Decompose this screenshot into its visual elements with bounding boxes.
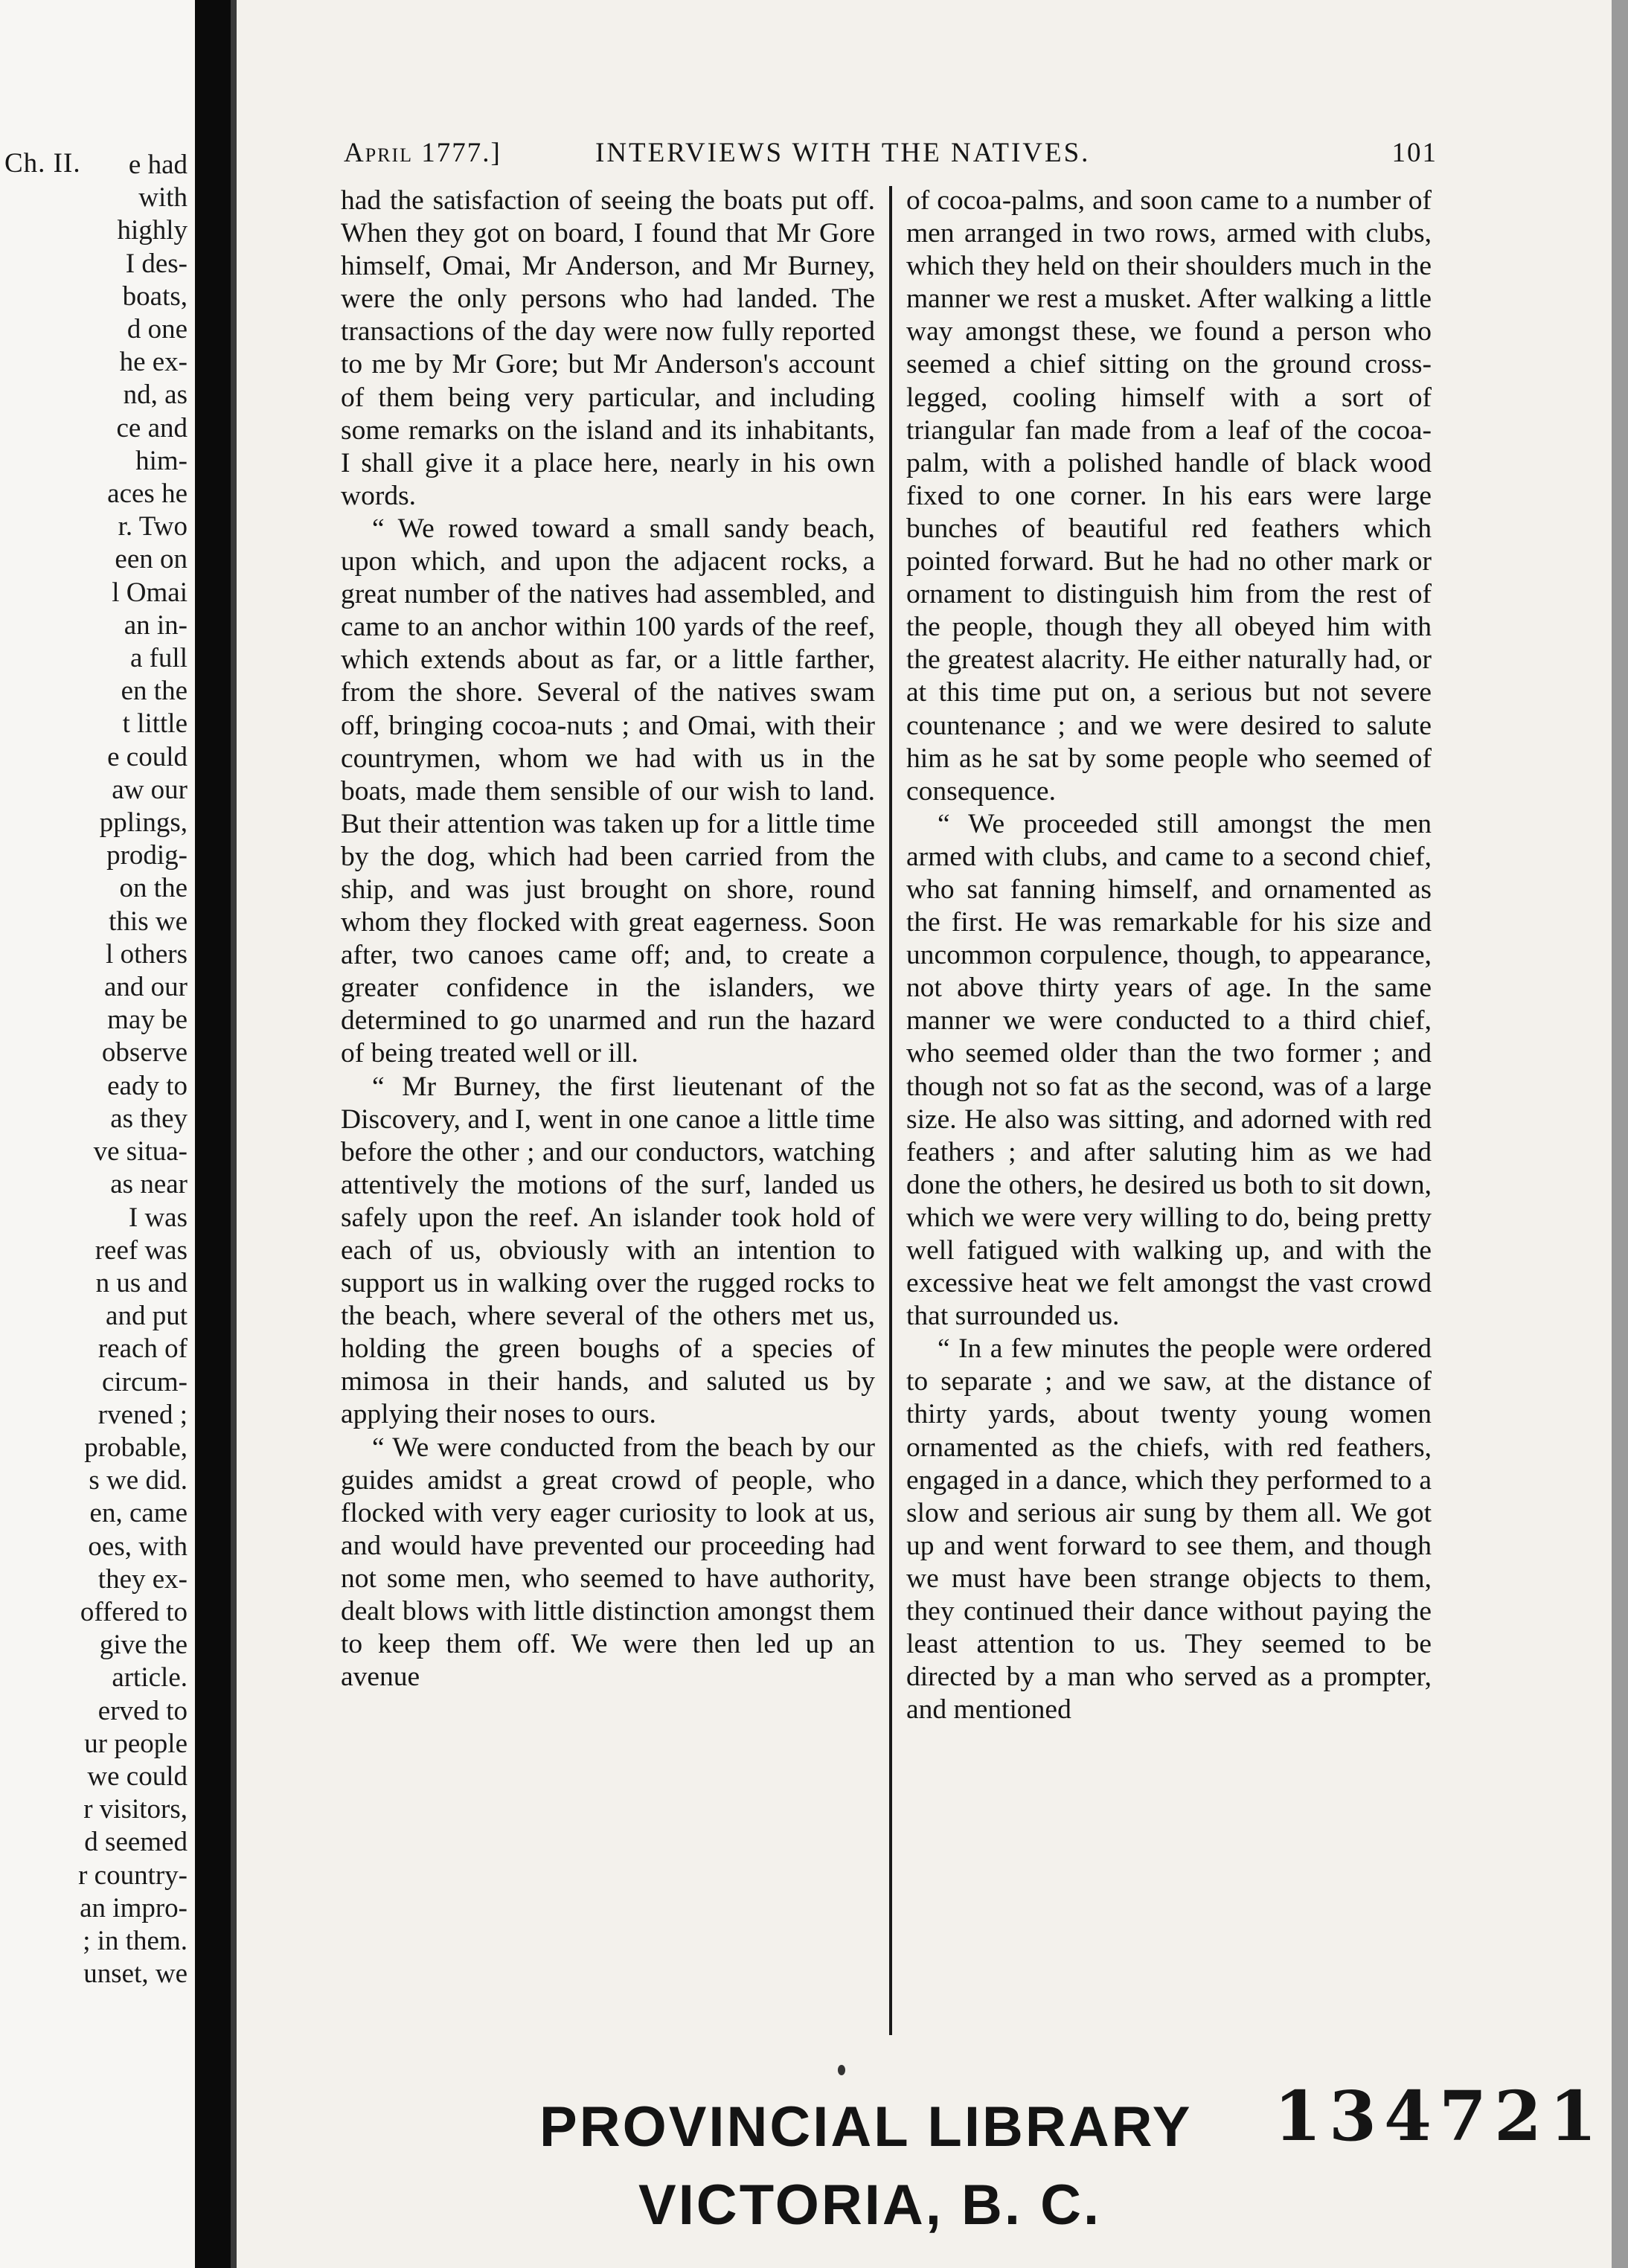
previous-page-line: with xyxy=(138,182,188,214)
previous-page-line: prodig- xyxy=(106,840,188,871)
previous-page-line: en the xyxy=(121,676,188,707)
previous-page-line: e could xyxy=(107,741,188,772)
previous-page-line: s we did. xyxy=(89,1465,188,1496)
library-stamp-line2: VICTORIA, B. C. xyxy=(638,2174,1102,2237)
previous-page-line: pplings, xyxy=(99,807,188,839)
previous-page-line: aces he xyxy=(107,478,188,510)
previous-page-line: give the xyxy=(99,1630,188,1661)
previous-page-line: reef was xyxy=(94,1234,188,1266)
previous-page-line: boats, xyxy=(122,281,188,312)
paragraph: of cocoa-palms, and soon came to a number of men arranged in two rows, armed with clubs, which they held on their shoulders much in the manner we rest a musket. After walking a little way amongst these, we found a person who seemed a chief sitting on the ground cross-legged, cooling himself with a sort of triangular fan made from a leaf of the cocoa-palm, with a polished handle of black wood fixed to one corner. In his ears were large bunches of beautiful red feathers which pointed forward. But he had no other mark or ornament to distinguish him from the rest of the people, though they all obeyed him with the greatest alacrity. He either naturally had, or at this time put on, a serious but not severe countenance ; and we were desired to salute him as he sat by some people who seemed of consequence. xyxy=(906,185,1432,807)
previous-page-line: l Omai xyxy=(112,577,188,608)
previous-page-line: een on xyxy=(115,544,188,575)
previous-page-line: ve situa- xyxy=(93,1136,188,1167)
header-date: April 1777.] xyxy=(344,138,501,168)
column-divider xyxy=(889,186,892,2035)
previous-page-line: en, came xyxy=(89,1498,188,1529)
paragraph: “ We proceeded still amongst the men armed with clubs, and came to a second chief, who sat fanning himself, and ornamented as the first. He was remarkable for his size and uncommon corpulence, though, to appearance, not above thirty years of age. In the same manner we were conducted to a third chief, who seemed older than the two former ; and though not so fat as the second, was of a large size. He also was sitting, and adorned with red feathers ; and after saluting him as we had done the others, he desired us both to sit down, which we were very willing to do, being pretty well fatigued with walking up, and with the excessive heat we felt amongst the vast crowd that surrounded us. xyxy=(906,808,1432,1332)
accession-number: 134721 xyxy=(1274,2076,1605,2156)
previous-page-line: an impro- xyxy=(80,1892,188,1923)
previous-page-line: ur people xyxy=(84,1728,188,1759)
previous-page-line: observe xyxy=(101,1037,188,1069)
previous-page-line: him- xyxy=(135,445,188,476)
previous-page-chapter: Ch. II. xyxy=(4,148,81,179)
previous-page-line: eady to xyxy=(107,1070,188,1101)
previous-page-line: n us and xyxy=(95,1267,188,1298)
previous-page-line: highly xyxy=(117,215,188,246)
previous-page-line: erved to xyxy=(97,1695,188,1726)
previous-page-line: ce and xyxy=(116,412,188,443)
previous-page-edge xyxy=(0,0,195,2268)
previous-page-text xyxy=(78,149,188,1990)
previous-page-line: ; in them. xyxy=(83,1925,188,1956)
running-header xyxy=(344,137,1438,179)
previous-page-line: as they xyxy=(110,1103,188,1134)
page-edge-shadow xyxy=(1612,0,1628,2268)
previous-page-line: we could xyxy=(87,1761,188,1792)
previous-page-line: aw our xyxy=(112,774,188,805)
left-text-column xyxy=(341,185,875,1694)
paragraph: “ In a few minutes the people were ordered to separate ; and we saw, at the distance of thirty yards, about twenty young women ornamented as the chiefs, with red feathers, engaged in a dance, which they performed to a slow and serious air sung by them all. We got up and went forward to see them, and though we must have been strange objects to them, they continued their dance without paying the least attention to us. They seemed to be directed by a man who served as a prompter, and mentioned xyxy=(906,1333,1432,1726)
previous-page-line: and put xyxy=(106,1301,188,1332)
previous-page-line: t little xyxy=(122,708,188,740)
previous-page-line: he ex- xyxy=(119,347,188,378)
page-number: 101 xyxy=(1391,138,1438,168)
right-text-column xyxy=(906,185,1432,1726)
previous-page-line: an in- xyxy=(124,609,188,641)
previous-page-line: r. Two xyxy=(118,511,188,542)
previous-page-line: rvened ; xyxy=(97,1399,188,1430)
previous-page-line: reach of xyxy=(97,1333,188,1365)
previous-page-line: I was xyxy=(128,1202,188,1233)
previous-page-line: a full xyxy=(129,643,188,674)
previous-page-line: unset, we xyxy=(83,1958,188,1990)
previous-page-line: l others xyxy=(106,938,188,970)
previous-page-line: as near xyxy=(110,1169,188,1200)
ink-dot xyxy=(838,2065,845,2075)
previous-page-line: probable, xyxy=(84,1432,188,1463)
previous-page-line: e had xyxy=(128,150,188,180)
previous-page-line: on the xyxy=(119,873,188,904)
paragraph: “ We were conducted from the beach by our guides amidst a great crowd of people, who flocked with very eager curiosity to look at us, and would have prevented our proceeding had not some men, who seemed to have authority, dealt blows with little distinction amongst them to keep them off. We were then led up an avenue xyxy=(341,1432,875,1693)
gutter-edge xyxy=(231,0,237,2268)
paragraph: had the satisfaction of seeing the boats put off. When they got on board, I found that Mr Gore himself, Omai, Mr Anderson, and Mr Burney, were the only persons who had landed. The transactions of the day were now fully reported to me by Mr Gore; but Mr Anderson's account of them being very particular, and including some remarks on the island and its inhabitants, I shall give it a place here, nearly in his own words. xyxy=(341,185,875,511)
previous-page-line: may be xyxy=(107,1005,188,1036)
previous-page-line: circum- xyxy=(101,1366,188,1397)
library-stamp-line1: PROVINCIAL LIBRARY xyxy=(539,2095,1193,2159)
previous-page-line: article. xyxy=(112,1662,188,1694)
previous-page-line: d one xyxy=(126,314,188,345)
previous-page-line: d seemed xyxy=(84,1827,188,1858)
paragraph: “ Mr Burney, the first lieutenant of the Discovery, and I, went in one canoe a little time before the other ; and our conductors, watching attentively the motions of the surf, landed us safely upon the reef. An islander took hold of each of us, obviously with an intention to support us in walking over the rugged rocks to the beach, where several of the others met us, holding the green boughs of a species of mimosa in their hands, and saluted us by applying their noses to ours. xyxy=(341,1071,875,1430)
paragraph: “ We rowed toward a small sandy beach, upon which, and upon the adjacent rocks, a great number of the natives had assembled, and came to an anchor within 100 yards of the reef, which extends about as far, or a little farther, from the shore. Several of the natives swam off, bringing cocoa-nuts ; and Omai, with their countrymen, whom we had with us in the boats, made them sensible of our wish to land. But their attention was taken up for a little time by the dog, which had been carried from the ship, and was just brought on shore, round whom they flocked with great eagerness. Soon after, two canoes came off; and, to create a greater confidence in the islanders, we determined to go unarmed and run the hazard of being treated well or ill. xyxy=(341,513,875,1069)
previous-page-line: oes, with xyxy=(88,1531,188,1562)
previous-page-line: nd, as xyxy=(123,379,188,411)
book-gutter xyxy=(195,0,231,2268)
previous-page-line: this we xyxy=(109,906,188,937)
previous-page-line: I des- xyxy=(125,248,188,279)
previous-page-line: and our xyxy=(104,972,188,1003)
header-title: INTERVIEWS WITH THE NATIVES. xyxy=(595,138,1091,168)
previous-page-line: r visitors, xyxy=(83,1794,188,1825)
previous-page-line: offered to xyxy=(80,1596,188,1627)
previous-page-line: r country- xyxy=(78,1859,188,1891)
previous-page-line: they ex- xyxy=(97,1563,188,1595)
